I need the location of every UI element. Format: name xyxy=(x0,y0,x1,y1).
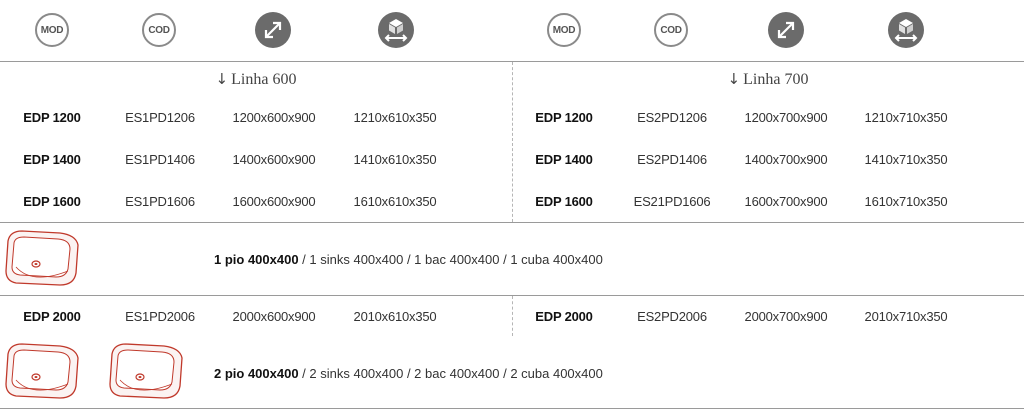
mod-column-header-right xyxy=(542,10,586,54)
table-cell-code: ES1PD1606 xyxy=(125,194,195,209)
table-cell-dimensions: 2000x600x900 xyxy=(232,309,316,324)
cod-badge: COD xyxy=(142,13,176,47)
dimensions-column-header-right xyxy=(764,10,808,54)
table-cell-code: ES2PD2006 xyxy=(637,309,707,324)
down-arrow-icon: ↓ xyxy=(215,70,229,88)
box-dimensions-icon xyxy=(378,12,414,48)
table-cell-package: 2010x710x350 xyxy=(864,309,948,324)
divider-line xyxy=(0,222,1024,223)
single-sink-image xyxy=(2,227,82,296)
double-sink-image-left xyxy=(2,340,82,409)
section-title-linha-600: ↓ Linha 600 xyxy=(215,70,297,88)
package-column-header-right xyxy=(884,10,928,54)
table-cell-mod: EDP 2000 xyxy=(535,309,593,324)
table-cell-dimensions: 1200x600x900 xyxy=(232,110,316,125)
table-cell-code: ES21PD1606 xyxy=(633,194,711,209)
diagonal-arrow-icon xyxy=(255,12,291,48)
section-title-linha-700: ↓ Linha 700 xyxy=(727,70,809,88)
table-cell-mod: EDP 2000 xyxy=(23,309,81,324)
table-cell-package: 1610x710x350 xyxy=(864,194,948,209)
sink-description-single: 1 pio 400x400 / 1 sinks 400x400 / 1 bac 400x400 / 1 cuba 400x400 xyxy=(214,252,603,267)
sink-description-double: 2 pio 400x400 / 2 sinks 400x400 / 2 bac 400x400 / 2 cuba 400x400 xyxy=(214,366,603,381)
column-divider xyxy=(512,62,513,222)
down-arrow-icon: ↓ xyxy=(727,70,741,88)
table-cell-mod: EDP 1200 xyxy=(535,110,593,125)
box-dimensions-icon xyxy=(888,12,924,48)
table-cell-code: ES2PD1406 xyxy=(637,152,707,167)
table-cell-dimensions: 1400x600x900 xyxy=(232,152,316,167)
table-cell-code: ES2PD1206 xyxy=(637,110,707,125)
table-cell-package: 1210x610x350 xyxy=(353,110,437,125)
table-cell-dimensions: 1600x700x900 xyxy=(744,194,828,209)
table-cell-mod: EDP 1200 xyxy=(23,110,81,125)
table-cell-code: ES1PD1406 xyxy=(125,152,195,167)
column-divider xyxy=(512,296,513,336)
table-cell-package: 1210x710x350 xyxy=(864,110,948,125)
mod-column-header xyxy=(30,10,74,54)
table-cell-package: 1610x610x350 xyxy=(353,194,437,209)
table-cell-code: ES1PD2006 xyxy=(125,309,195,324)
table-cell-code: ES1PD1206 xyxy=(125,110,195,125)
table-cell-dimensions: 1600x600x900 xyxy=(232,194,316,209)
mod-badge: MOD xyxy=(35,13,69,47)
table-cell-dimensions: 1400x700x900 xyxy=(744,152,828,167)
table-cell-dimensions: 2000x700x900 xyxy=(744,309,828,324)
table-cell-package: 1410x710x350 xyxy=(864,152,948,167)
cod-column-header xyxy=(137,10,181,54)
table-cell-mod: EDP 1400 xyxy=(535,152,593,167)
package-column-header xyxy=(374,10,418,54)
dimensions-column-header xyxy=(251,10,295,54)
table-cell-mod: EDP 1600 xyxy=(23,194,81,209)
table-cell-mod: EDP 1600 xyxy=(535,194,593,209)
diagonal-arrow-icon xyxy=(768,12,804,48)
cod-badge: COD xyxy=(654,13,688,47)
cod-column-header-right xyxy=(649,10,693,54)
mod-badge: MOD xyxy=(547,13,581,47)
table-cell-package: 1410x610x350 xyxy=(353,152,437,167)
table-cell-dimensions: 1200x700x900 xyxy=(744,110,828,125)
double-sink-image-right xyxy=(106,340,186,409)
table-cell-mod: EDP 1400 xyxy=(23,152,81,167)
table-cell-package: 2010x610x350 xyxy=(353,309,437,324)
